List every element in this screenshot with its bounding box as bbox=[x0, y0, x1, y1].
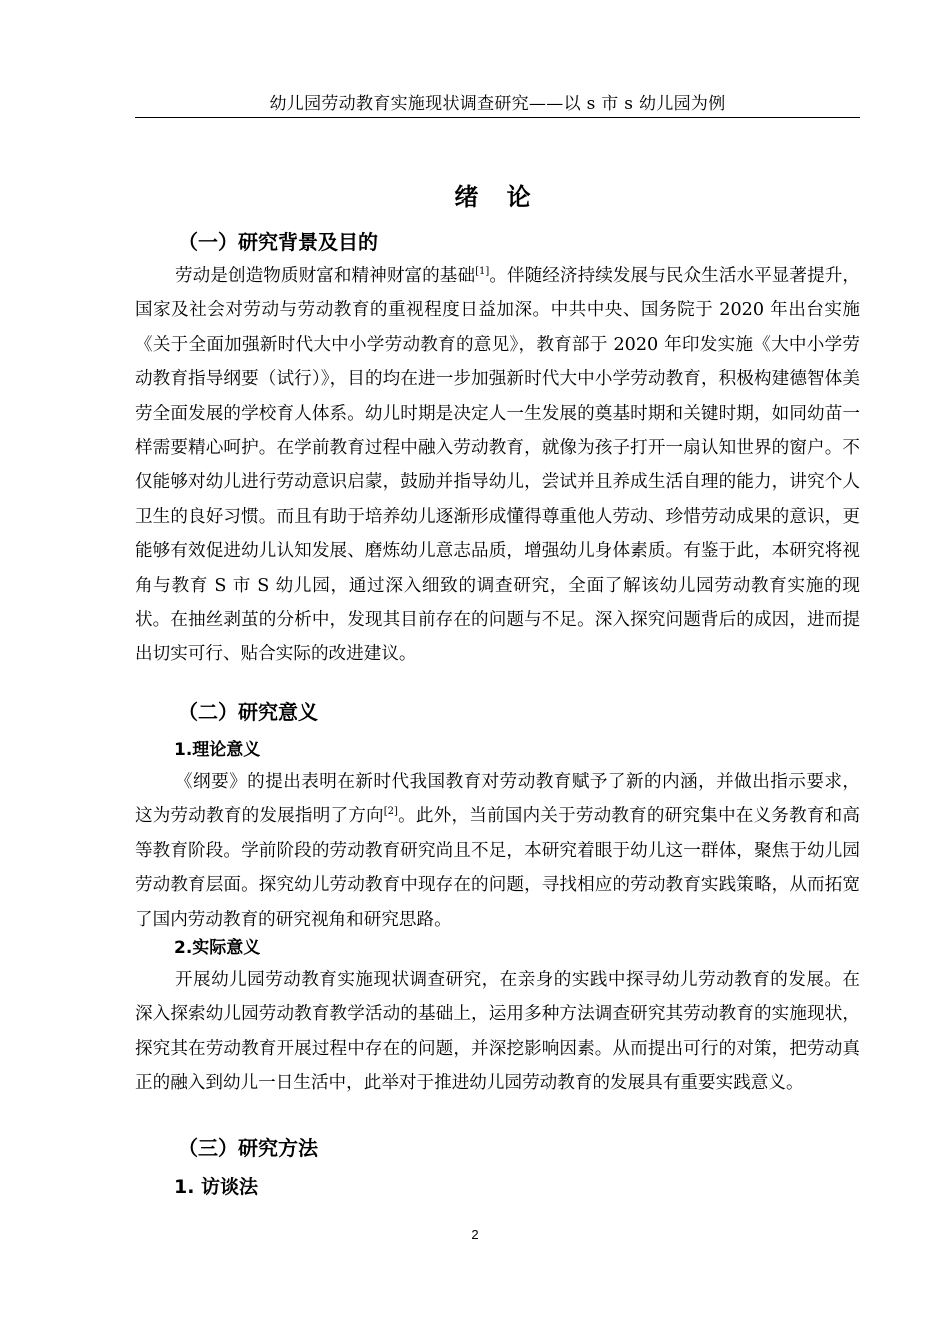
subsection-heading-interview: 1. 访谈法 bbox=[174, 1176, 259, 1198]
subsection-heading-theoretical: 1.理论意义 bbox=[174, 740, 261, 760]
paragraph-text: 劳动是创造物质财富和精神财富的基础 bbox=[175, 266, 476, 286]
paragraph-practical: 开展幼儿园劳动教育实施现状调查研究，在亲身的实践中探寻幼儿劳动教育的发展。在深入探索幼儿园劳动教育教学活动的基础上，运用多种方法调查研究其劳动教育的实施现状，探究其在劳动教育开展过程中存在的问题，并深挖影响因素。从而提出可行的对策，把劳动真正的融入到幼儿一日生活中，此举对于推进幼儿园劳动教育的发展具有重要实践意义。 bbox=[135, 970, 860, 1094]
chapter-title: 绪 论 bbox=[454, 183, 541, 211]
paragraph-background bbox=[135, 259, 860, 672]
running-header: 幼儿园劳动教育实施现状调查研究——以 s 市 s 幼儿园为例 bbox=[135, 92, 860, 118]
paragraph-text: 。伴随经济持续发展与民众生活水平显著提升，国家及社会对劳动与劳动教育的重视程度日益加深。中共中央、国务院于 2020 年出台实施《关于全面加强新时代大中小学劳动教育的意见》，教育部于 2020 年印发实施《大中小学劳动教育指导纲要（试行）》，目的均在进一步加强新时代大中小学劳动教育，积极构建德智体美劳全面发展的学校育人体系。幼儿时期是决定人一生发展的奠基时期和关键时期，如同幼苗一样需要精心呵护。在学前教育过程中融入劳动教育，就像为孩子打开一扇认知世界的窗户。不仅能够对幼儿进行劳动意识启蒙，鼓励并指导幼儿，尝试并且养成生活自理的能力，讲究个人卫生的良好习惯。而且有助于培养幼儿逐渐形成懂得尊重他人劳动、珍惜劳动成果的意识，更能够有效促进幼儿认知发展、磨炼幼儿意志品质，增强幼儿身体素质。有鉴于此，本研究将视角与教育 S 市 S 幼儿园，通过深入细致的调查研究，全面了解该幼儿园劳动教育实施的现状。在抽丝剥茧的分析中，发现其目前存在的问题与不足。深入探究问题背后的成因，进而提出切实可行、贴合实际的改进建议。 bbox=[135, 266, 860, 665]
subsection-heading-practical: 2.实际意义 bbox=[174, 938, 261, 958]
section-heading-methods: （三）研究方法 bbox=[178, 1136, 318, 1160]
page-number: 2 bbox=[471, 1227, 479, 1242]
citation-ref-2: [2] bbox=[383, 806, 398, 818]
citation-ref-1: [1] bbox=[475, 266, 490, 278]
paragraph-text: 《纲要》的提出表明在新时代我国教育对劳动教育赋予了新的内涵，并做出指示要求，这为劳动教育的发展指明了方向 bbox=[135, 772, 860, 827]
section-heading-significance: （二）研究意义 bbox=[178, 700, 318, 724]
paragraph-text: 。此外，当前国内关于劳动教育的研究集中在义务教育和高等教育阶段。学前阶段的劳动教育研究尚且不足，本研究着眼于幼儿这一群体，聚焦于幼儿园劳动教育层面。探究幼儿劳动教育中现存在的问题，寻找相应的劳动教育实践策略，从而拓宽了国内劳动教育的研究视角和研究思路。 bbox=[135, 806, 860, 930]
paragraph-theoretical bbox=[135, 765, 860, 937]
section-heading-background: （一）研究背景及目的 bbox=[178, 230, 378, 254]
